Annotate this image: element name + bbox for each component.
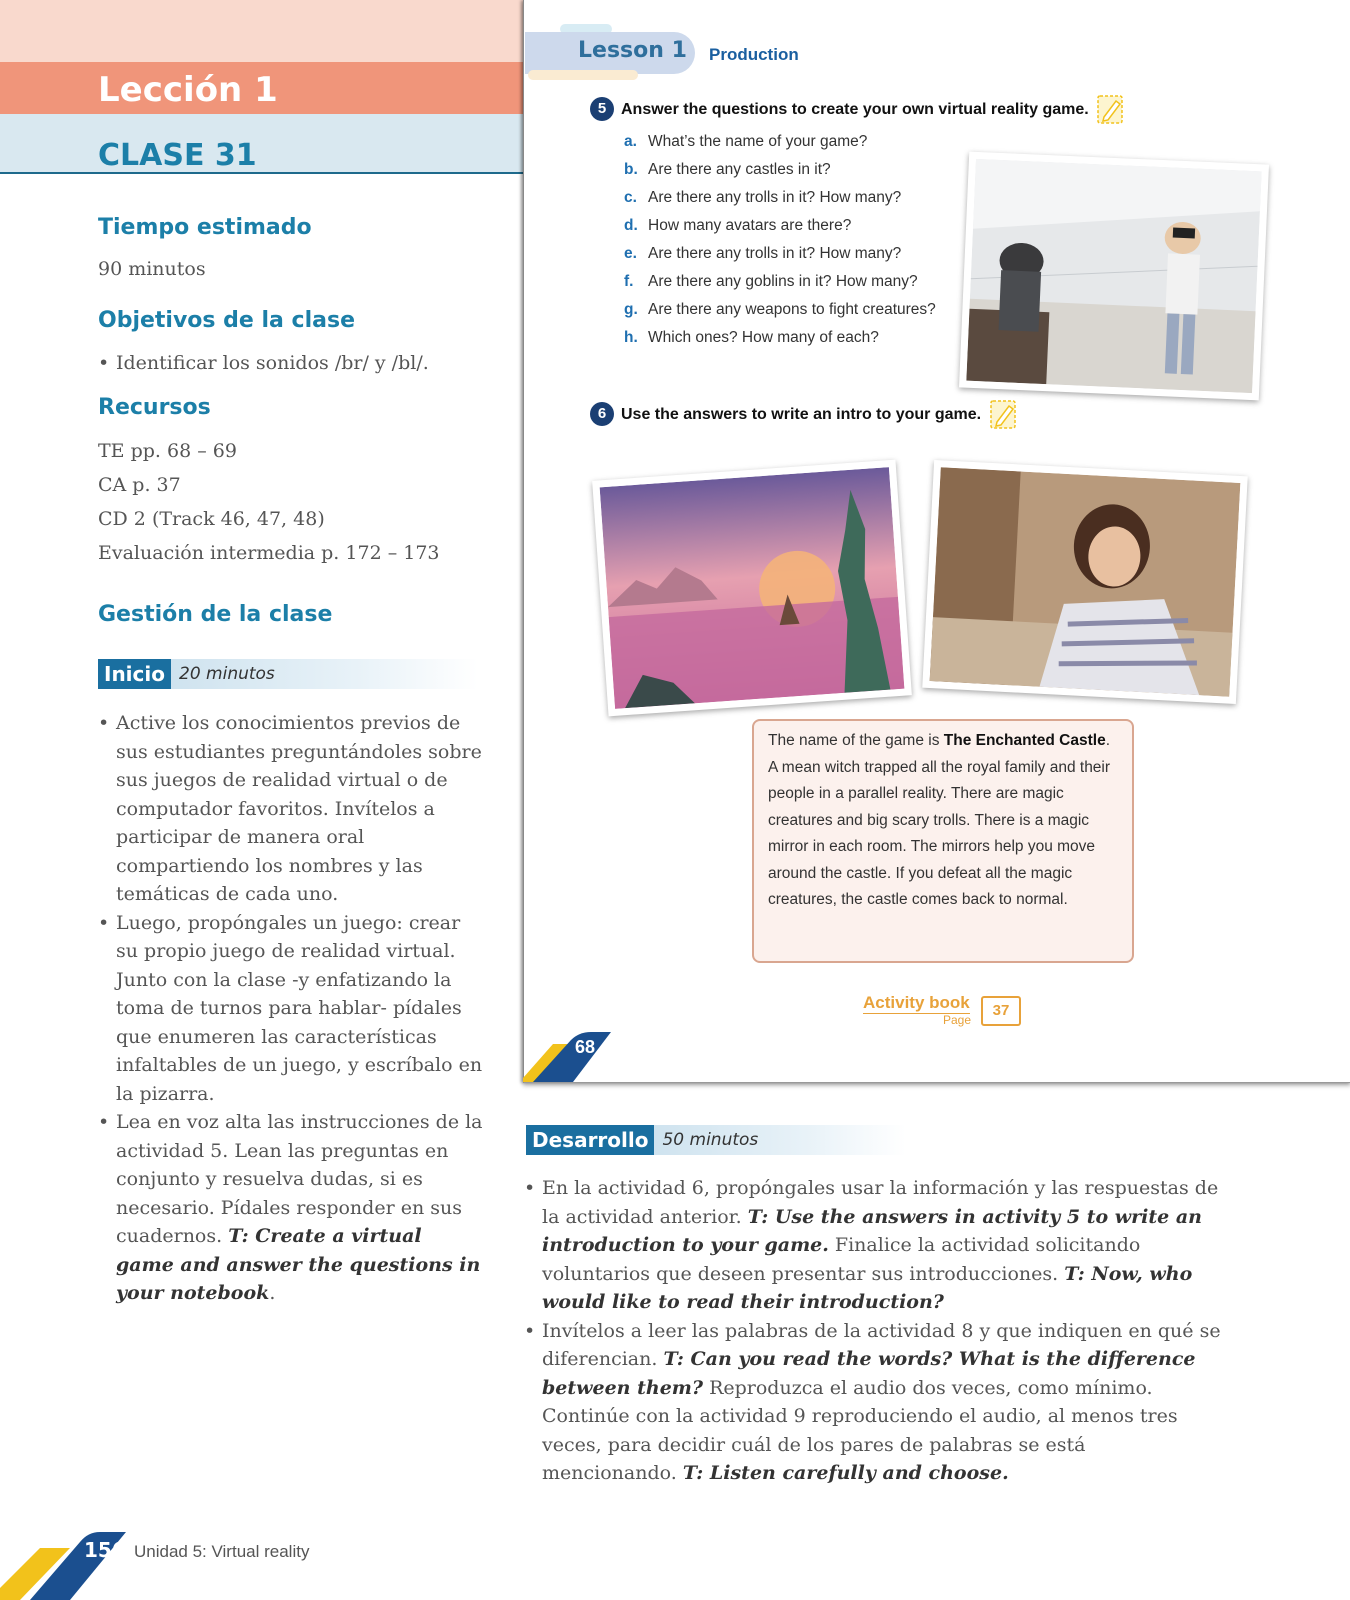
activity-book-page-icon: 37 [981,996,1021,1026]
recursos-heading: Recursos [98,395,211,420]
activity-book-page-word: Page [943,1013,972,1027]
page-tab [523,1030,613,1082]
recurso-item: TE pp. 68 – 69 [98,440,237,462]
recursos-list [98,434,440,570]
lesson-label: Lesson 1 [578,38,687,63]
teacher-prompt: T: Create a virtual game and answer the questions in your notebook [116,1225,481,1304]
section-label: Production [709,45,799,64]
recurso-item: CD 2 (Track 46, 47, 48) [98,508,325,530]
game-title: The Enchanted Castle [943,732,1106,749]
girl-writing-photo [922,460,1248,704]
desarrollo-tag: Desarrollo [526,1125,654,1155]
clase-title: CLASE 31 [98,138,257,173]
recurso-item: CA p. 37 [98,474,181,496]
objetivos-list [98,346,429,380]
write-pencil-icon [1096,93,1126,125]
activity-book-label: Activity book [863,993,970,1012]
question-item: b. Are there any castles in it? [624,161,831,178]
story-text: The name of the game is The Enchanted Castle. A mean witch trapped all the royal family and their people in a parallel reality. There are magic creatures and big scary trolls. There is a magic mirror in each room. The mirrors help you move around the castle. If you defeat all the magic creatures, the castle comes back to normal. [768,732,1111,908]
page-number: 68 [575,1037,596,1057]
question-item: g. Are there any weapons to fight creatures? [624,301,936,318]
tiempo-heading: Tiempo estimado [98,215,312,240]
objetivo-item: • Identificar los sonidos /br/ y /bl/. [98,346,429,380]
question-item: e. Are there any trolls in it? How many? [624,245,902,262]
inicio-item: • Active los conocimientos previos de sus estudiantes preguntándoles sobre sus juegos de realidad virtual o de computador favoritos. Invítelos a participar de manera oral compartiendo los nombres y las temáticas de cada uno. [98,709,486,909]
header-band-clase [0,114,523,174]
page-number: 156 [84,1538,126,1562]
objetivos-heading: Objetivos de la clase [98,308,355,333]
footer-unit-title: Unidad 5: Virtual reality [134,1542,310,1561]
question-item: d. How many avatars are there? [624,217,852,234]
lesson-pill-decoration [528,70,638,80]
desarrollo-duration: 50 minutos [654,1125,906,1155]
gestion-heading: Gestión de la clase [98,602,333,627]
tiempo-value: 90 minutos [98,258,206,280]
leccion-title: Lección 1 [98,70,278,110]
activity-number: 5 [590,97,614,121]
question-item: h. Which ones? How many of each? [624,329,879,346]
inicio-list [98,709,486,1308]
header-band-top [0,0,523,62]
desarrollo-list [524,1174,1224,1488]
fantasy-castle-painting [592,460,912,717]
recurso-item: Evaluación intermedia p. 172 – 173 [98,542,440,564]
question-item: f. Are there any goblins in it? How many? [624,273,918,290]
inicio-bar [98,659,478,689]
question-item: c. Are there any trolls in it? How many? [624,189,902,206]
desarrollo-item: • En la actividad 6, propóngales usar la información y las respuestas de la actividad anterior. T: Use the answers in activity 5 to write an introduction to your game. Finalice la actividad solicitando voluntarios que deseen presentar sus introducciones. T: Now, who would like to read their introduction? [524,1174,1224,1317]
question-item: a. What’s the name of your game? [624,133,868,150]
desarrollo-item: • Invítelos a leer las palabras de la actividad 8 y que indiquen en qué se diferencian. T: Can you read the words? What is the difference between them? Reproduzca el audio dos veces, como mínimo. Continúe con la actividad 9 reproduciendo el audio, al menos tres veces, para decidir cuál de los pares de palabras se está mencionando. T: Listen carefully and choose. [524,1317,1224,1488]
activity-number: 6 [590,402,614,426]
inicio-item: • Lea en voz alta las instrucciones de la actividad 5. Lean las preguntas en conjunto y resuelva dudas, si es necesario. Pídales responder en sus cuadernos. T: Create a virtual game and answer the questions in your notebook. [98,1108,486,1308]
activity5-instruction: Answer the questions to create your own virtual reality game. [621,101,1089,118]
inicio-duration: 20 minutos [171,659,478,689]
inicio-item: • Luego, propóngales un juego: crear su propio juego de realidad virtual. Junto con la clase -y enfatizando la toma de turnos para hablar- pídales que enumeren las características infaltables de un juego, y escríbalo en la pizarra. [98,909,486,1109]
inicio-tag: Inicio [98,659,171,689]
desarrollo-bar [526,1125,906,1155]
activity5-questions [624,128,936,352]
activity6-instruction: Use the answers to write an intro to your game. [621,406,982,423]
write-pencil-icon [989,398,1019,430]
vr-kids-photo [959,152,1269,401]
